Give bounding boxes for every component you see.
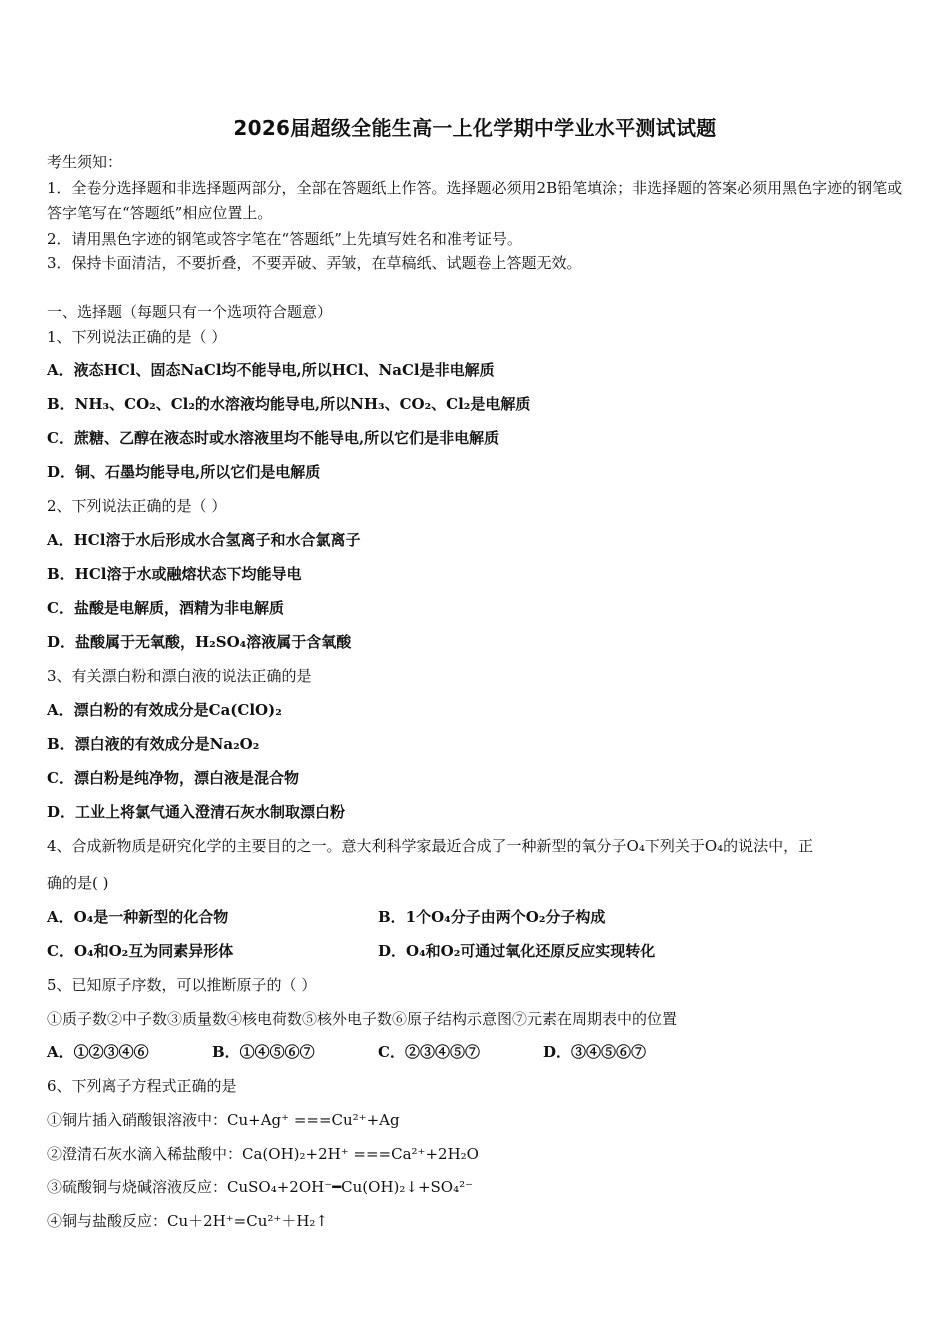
notice-item-2: 2．请用黑色字迹的钢笔或答字笔在“答题纸”上先填写姓名和准考证号。 [47,230,522,248]
q6-item-1: ①铜片插入硝酸银溶液中：Cu+Ag⁺ ===Cu²⁺+Ag [47,1111,400,1129]
q5-option-a: A．①②③④⑥ [47,1043,149,1061]
notice-heading: 考生须知： [47,153,123,171]
q2-option-c: C．盐酸是电解质，酒精为非电解质 [47,599,284,617]
q4-stem-line-1: 4、合成新物质是研究化学的主要目的之一。意大利科学家最近合成了一种新型的氧分子O₄下列关于O₄的说法中，正 [47,837,814,855]
q5-items: ①质子数②中子数③质量数④核电荷数⑤核外电子数⑥原子结构示意图⑦元素在周期表中的位置 [47,1010,678,1028]
q4-option-a: A．O₄是一种新型的化合物 [47,908,229,926]
q1-option-a: A．液态HCl、固态NaCl均不能导电,所以HCl、NaCl是非电解质 [47,361,495,379]
section-heading: 一、选择题（每题只有一个选项符合题意） [47,303,333,321]
q5-option-d: D．③④⑤⑥⑦ [543,1043,647,1061]
q2-option-a: A．HCl溶于水后形成水合氢离子和水合氯离子 [47,531,361,549]
q6-stem: 6、下列离子方程式正确的是 [47,1077,237,1095]
q3-option-b: B．漂白液的有效成分是Na₂O₂ [47,735,260,753]
q2-option-d: D．盐酸属于无氧酸，H₂SO₄溶液属于含氧酸 [47,633,352,651]
q6-item-2: ②澄清石灰水滴入稀盐酸中：Ca(OH)₂+2H⁺ ===Ca²⁺+2H₂O [47,1145,479,1163]
notice-item-3: 3．保持卡面清洁，不要折叠，不要弄破、弄皱，在草稿纸、试题卷上答题无效。 [47,254,582,272]
q5-option-c: C．②③④⑤⑦ [378,1043,480,1061]
q3-option-d: D．工业上将氯气通入澄清石灰水制取漂白粉 [47,803,346,821]
q2-option-b: B．HCl溶于水或融熔状态下均能导电 [47,565,302,583]
q4-stem-line-2: 确的是( ) [47,874,109,892]
notice-item-1: 1．全卷分选择题和非选择题两部分，全部在答题纸上作答。选择题必须用2B铅笔填涂；非选择题的答案必须用黑色字迹的钢笔或答字笔写在“答题纸”相应位置上。 [47,179,903,222]
q1-option-b: B．NH₃、CO₂、Cl₂的水溶液均能导电,所以NH₃、CO₂、Cl₂是电解质 [47,395,531,413]
q2-stem: 2、下列说法正确的是（ ） [47,497,227,515]
q4-option-d: D．O₄和O₂可通过氧化还原反应实现转化 [378,942,656,960]
q1-option-d: D．铜、石墨均能导电,所以它们是电解质 [47,463,321,481]
q3-option-c: C．漂白粉是纯净物，漂白液是混合物 [47,769,299,787]
page-title: 2026届超级全能生高一上化学期中学业水平测试试题 [233,116,717,140]
q1-stem: 1、下列说法正确的是（ ） [47,328,227,346]
q3-option-a: A．漂白粉的有效成分是Ca(ClO)₂ [47,701,282,719]
q1-option-c: C．蔗糖、乙醇在液态时或水溶液里均不能导电,所以它们是非电解质 [47,429,500,447]
q5-option-b: B．①④⑤⑥⑦ [212,1043,315,1061]
q5-stem: 5、已知原子序数，可以推断原子的（ ） [47,976,317,994]
q3-stem: 3、有关漂白粉和漂白液的说法正确的是 [47,667,312,685]
q6-item-3: ③硫酸铜与烧碱溶液反应：CuSO₄+2OH⁻━Cu(OH)₂↓+SO₄²⁻ [47,1178,474,1196]
q6-item-4: ④铜与盐酸反应：Cu＋2H⁺=Cu²⁺＋H₂↑ [47,1212,328,1230]
q4-option-c: C．O₄和O₂互为同素异形体 [47,942,234,960]
q4-option-b: B．1个O₄分子由两个O₂分子构成 [378,908,606,926]
